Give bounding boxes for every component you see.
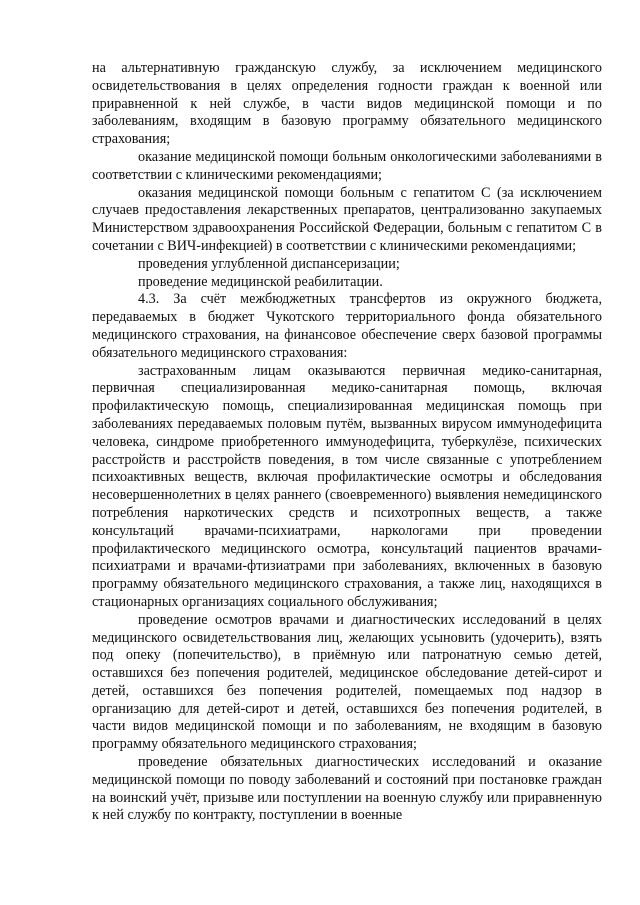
paragraph-5: проведение медицинской реабилитации. [138, 273, 383, 290]
paragraph-7: застрахованным лицам оказываются первичная медико-санитарная, первичная специализированная медико-санитарная помощь, включая профилактическую помощь, специализированная медицинская помощь при заболеваниях передаваемых половым путём, вызванных вирусом иммунодефицита человека, синдроме приобретенного иммунодефицита, туберкулёзе, психических расстройств и расстройств поведения, в том числе связанные с употреблением психоактивных веществ, включая профилактические осмотры и обследования несовершеннолетних в целях раннего (своевременного) выявления немедицинского потребления наркотических средств и психотропных веществ, а также консультаций врачами-психиатрами, наркологами при проведении профилактического медицинского осмотра, консультаций пациентов врачами-психиатрами и врачами-фтизиатрами при заболеваниях, включенных в базовую программу обязательного медицинского страхования, а также лиц, находящихся в стационарных организациях социального обслуживания; [92, 362, 602, 610]
paragraph-3: оказания медицинской помощи больным с гепатитом С (за исключением случаев предоставления лекарственных препаратов, централизованно закупаемых Министерством здравоохранения Российской Федерации, больным с гепатитом С в сочетании с ВИЧ-инфекцией) в соответствии с клиническими рекомендациями; [92, 184, 602, 254]
paragraph-8: проведение осмотров врачами и диагностических исследований в целях медицинского освидетельствования лиц, желающих усыновить (удочерить), взять под опеку (попечительство), в приёмную или патронатную семью детей, оставшихся без попечения родителей, медицинское обследование детей-сирот и детей, оставшихся без попечения родителей, помещаемых под надзор в организацию для детей-сирот и детей, оставшихся без попечения родителей, в части видов медицинской помощи и по заболеваниям, не входящим в базовую программу обязательного медицинского страхования; [92, 611, 602, 753]
document-page [92, 60, 602, 825]
paragraph-9: проведение обязательных диагностических исследований и оказание медицинской помощи по поводу заболеваний и состояний при постановке граждан на воинский учёт, призыве или поступлении на военную службу или приравненную к ней службу по контракту, поступлении в военные [92, 754, 602, 824]
paragraph-2: оказание медицинской помощи больным онкологическими заболеваниями в соответствии с клиническими рекомендациями; [92, 148, 602, 183]
paragraph-4: проведения углубленной диспансеризации; [138, 255, 400, 272]
paragraph-6: 4.3. За счёт межбюджетных трансфертов из окружного бюджета, передаваемых в бюджет Чукотского территориального фонда обязательного медицинского страхования, на финансовое обеспечение сверх базовой программы обязательного медицинского страхования: [92, 291, 602, 361]
paragraph-1: на альтернативную гражданскую службу, за исключением медицинского освидетельствования в целях определения годности граждан к военной или приравненной к ней службе, в части видов медицинской помощи и по заболеваниям, входящим в базовую программу обязательного медицинского страхования; [92, 60, 602, 148]
